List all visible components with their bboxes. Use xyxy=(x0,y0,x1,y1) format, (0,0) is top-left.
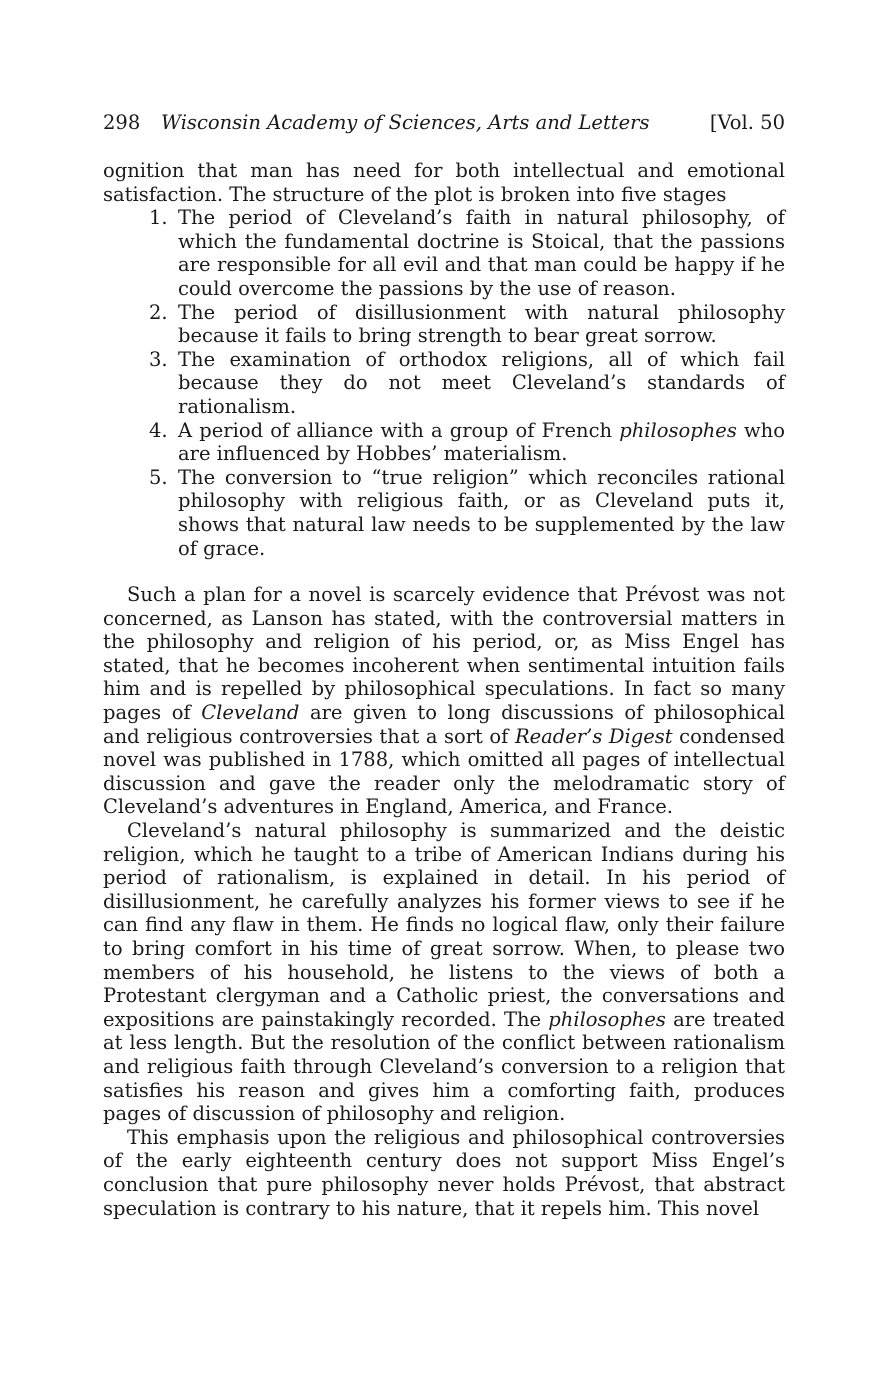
stage-item xyxy=(103,466,785,560)
stage-item xyxy=(103,419,785,466)
stage-text: A period of alliance with a group of French xyxy=(178,418,620,442)
stage-item xyxy=(103,301,785,348)
stage-item xyxy=(103,206,785,300)
stage-text: The period of Cleveland’s faith in natural philosophy, of which the fundamental doctrine is Stoical, that the passions are responsible for all evil and that man could be happy if he could overcome the passions by the use of reason. xyxy=(178,206,785,300)
body-paragraph xyxy=(103,819,785,1126)
stage-text: The conversion to “true religion” which reconciles rational philosophy with religious faith, or as Cleveland puts it, shows that natural law needs to be supplemented by the law of grace. xyxy=(178,465,785,560)
italic-term: philosophes xyxy=(619,418,737,442)
italic-title: Reader’s Digest xyxy=(514,724,673,748)
paragraph-text: Cleveland’s natural philosophy is summarized and the deistic religion, which he taught to a tribe of American Indians during his period of rationalism, is explained in detail. In his period of disillusionment, he carefully analyzes his former views to see if he can find any flaw in them. He finds no logical flaw, only their failure to bring comfort in his time of great sorrow. When, to please two members of his household, he listens to the views of both a Protestant clergyman and a Catholic priest, the conversations and expositions are painstakingly recorded. The xyxy=(103,819,785,1031)
stage-text: The examination of orthodox religions, all of which fail because they do not meet Cleveland’s standards of rationalism. xyxy=(178,347,785,418)
stages-list xyxy=(103,206,785,560)
stage-text: who are influenced by Hobbes’ materialism. xyxy=(178,418,785,466)
stage-text: The period of disillusionment with natural philosophy because it fails to bring strength to bear great sorrow. xyxy=(178,300,785,348)
stage-number: 1. xyxy=(149,206,168,230)
stage-number: 4. xyxy=(149,418,168,442)
stage-number: 5. xyxy=(149,465,168,489)
running-header xyxy=(103,110,785,136)
journal-title: Wisconsin Academy of Sciences, Arts and Letters xyxy=(161,111,650,134)
body-text xyxy=(103,159,785,1220)
volume-label: [Vol. 50 xyxy=(709,111,785,134)
body-paragraph: This emphasis upon the religious and philosophical controversies of the early eighteenth century does not support Miss Engel’s conclusion that pure philosophy never holds Prévost, that abstract speculation is contrary to his nature, that it repels him. This novel xyxy=(103,1125,785,1220)
stage-item xyxy=(103,348,785,419)
stage-number: 2. xyxy=(149,300,168,324)
page-number: 298 xyxy=(103,111,141,134)
paragraph-text: are treated at less length. But the resolution of the conflict between rationalism and religious faith through Cleveland’s conversion to a religion that satisfies his reason and gives him a comforting faith, produces pages of discussion of philosophy and religion. xyxy=(103,1007,785,1126)
paragraph-text: are given to long discussions of philosophical and religious controversies that a sort of xyxy=(103,701,785,748)
italic-title: Cleveland xyxy=(201,701,300,725)
paragraph-text: Such a plan for a novel is scarcely evidence that Prévost was not concerned, as Lanson has stated, with the controversial matters in the philosophy and religion of his period, or, as Miss Engel has stated, that he becomes incoherent when sentimental intuition fails him and is repelled by philosophical speculations. In fact so many pages of xyxy=(103,583,785,725)
paragraph-text: condensed novel was published in 1788, which omitted all pages of intellectual discussion and gave the reader only the melodramatic story of Cleveland’s adventures in England, America, and France. xyxy=(103,724,785,819)
stage-number: 3. xyxy=(149,347,168,371)
body-paragraph xyxy=(103,583,785,819)
italic-term: philosophes xyxy=(548,1007,666,1031)
intro-paragraph: ognition that man has need for both intellectual and emotional satisfaction. The structure of the plot is broken into five stages xyxy=(103,159,785,206)
